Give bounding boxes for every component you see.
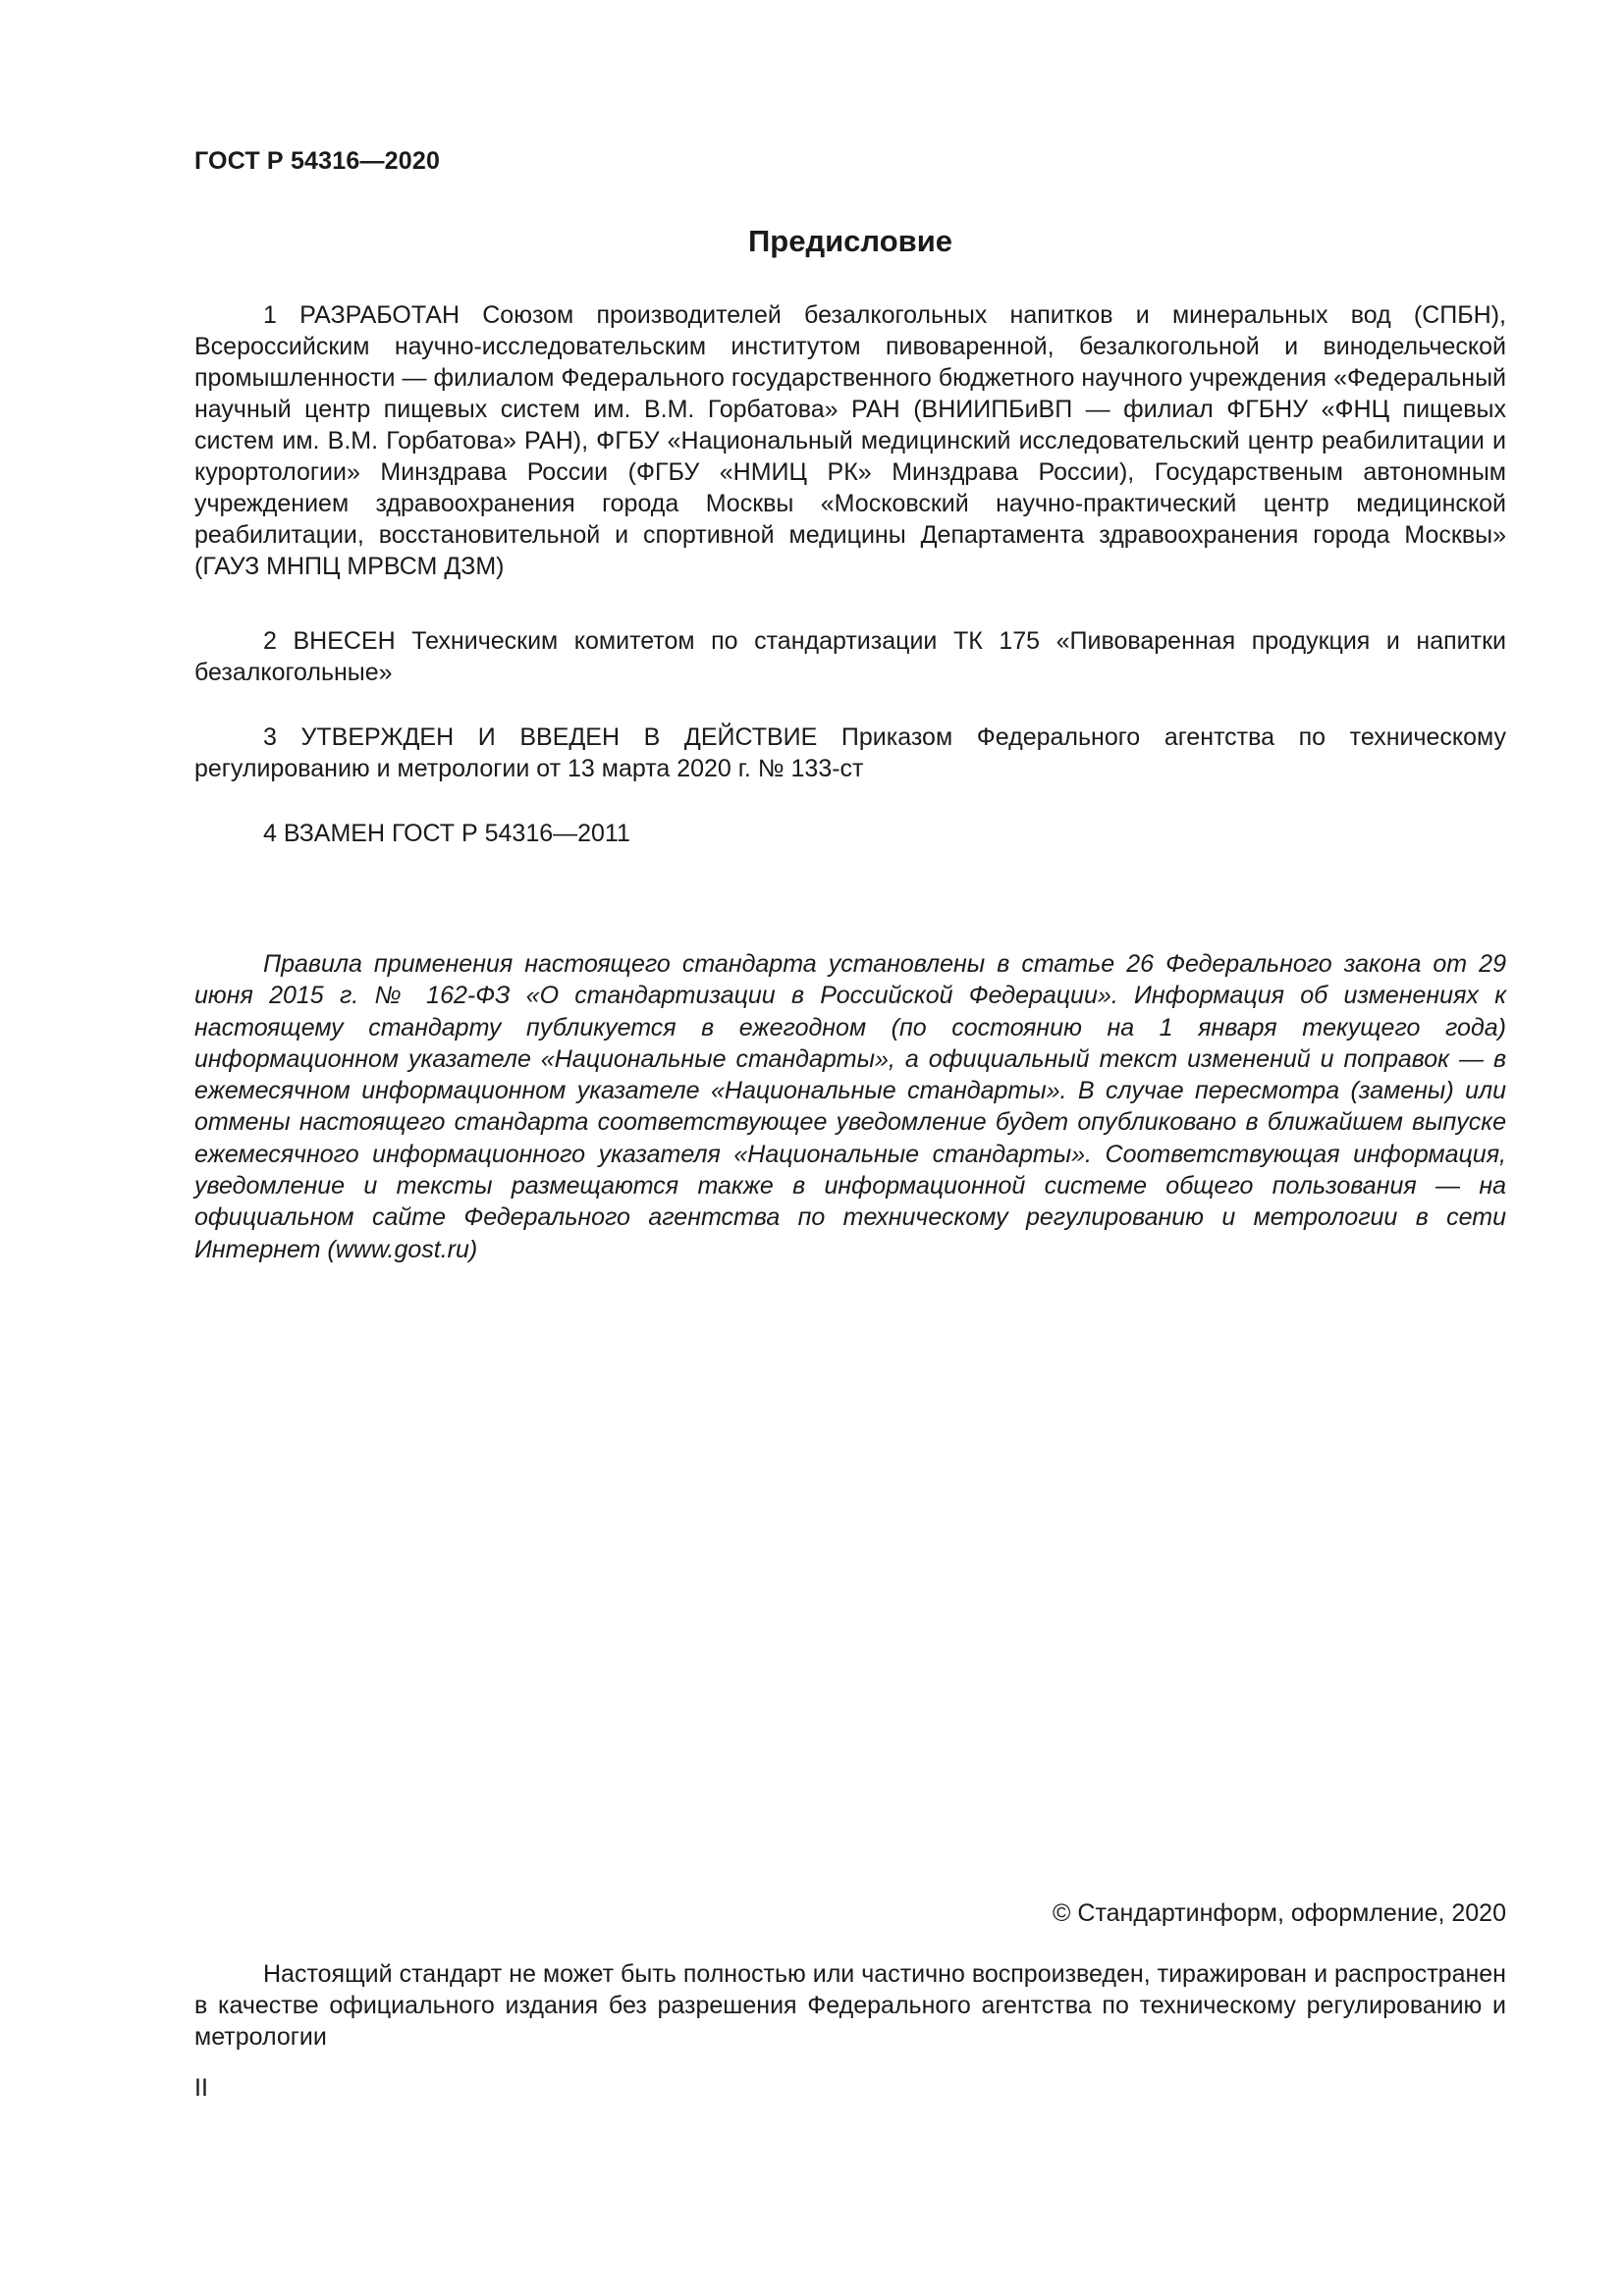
foreword-item-developed: 1 РАЗРАБОТАН Союзом производителей безалкогольных напитков и минеральных вод (СПБН), Всероссийским научно-исследовательским институтом пивоваренной, безалкогольной и винодельческой промышленности — филиалом Федерального государственного бюджетного научного учреждения «Федеральный научный центр пищевых систем им. В.М. Горбатова» РАН (ВНИИПБиВП — филиал ФГБНУ «ФНЦ пищевых систем им. В.М. Горбатова» РАН), ФГБУ «Национальный медицинский исследовательский центр реабилитации и курортологии» Минздрава России (ФГБУ «НМИЦ РК» Минздрава России), Государственым автономным учреждением здравоохранения города Москвы «Московский научно-практический центр медицинской реабилитации, восстановительной и спортивной медицины Департамента здравоохранения города Москвы» (ГАУЗ МНПЦ МРВСМ ДЗМ)	[194, 301, 1506, 580]
reproduction-rights-notice: Настоящий стандарт не может быть полностью или частично воспроизведен, тиражирован и распространен в качестве официального издания без разрешения Федерального агентства по техническому регулированию и метрологии	[194, 1960, 1506, 2051]
page-number: II	[194, 2074, 208, 2102]
application-rules-notice: Правила применения настоящего стандарта установлены в статье 26 Федерального закона от 29 июня 2015 г. № 162-ФЗ «О стандартизации в Российской Федерации». Информация об изменениях к настоящему стандарту публикуется в ежегодном (по состоянию на 1 января текущего года) информационном указателе «Национальные стандарты», а официальный текст изменений и поправок — в ежемесячном информационном указателе «Национальные стандарты». В случае пересмотра (замены) или отмены настоящего стандарта соответствующее уведомление будет опубликовано в ближайшем выпуске ежемесячного информационного указателя «Национальные стандарты». Соответствующая информация, уведомление и тексты размещаются также в информационной системе общего пользования — на официальном сайте Федерального агентства по техническому регулированию и метрологии в сети Интернет (www.gost.ru)	[194, 950, 1506, 1263]
document-code: ГОСТ Р 54316—2020	[194, 147, 441, 175]
page-title: Предисловие	[747, 224, 952, 258]
foreword-item-replaces: 4 ВЗАМЕН ГОСТ Р 54316—2011	[263, 820, 630, 847]
copyright-line: © Стандартинформ, оформление, 2020	[1053, 1899, 1506, 1927]
foreword-item-approved: 3 УТВЕРЖДЕН И ВВЕДЕН В ДЕЙСТВИЕ Приказом Федерального агентства по техническому регулированию и метрологии от 13 марта 2020 г. № 133-ст	[194, 723, 1506, 782]
foreword-item-introduced: 2 ВНЕСЕН Техническим комитетом по стандартизации ТК 175 «Пивоваренная продукция и напитки безалкогольные»	[194, 627, 1506, 686]
